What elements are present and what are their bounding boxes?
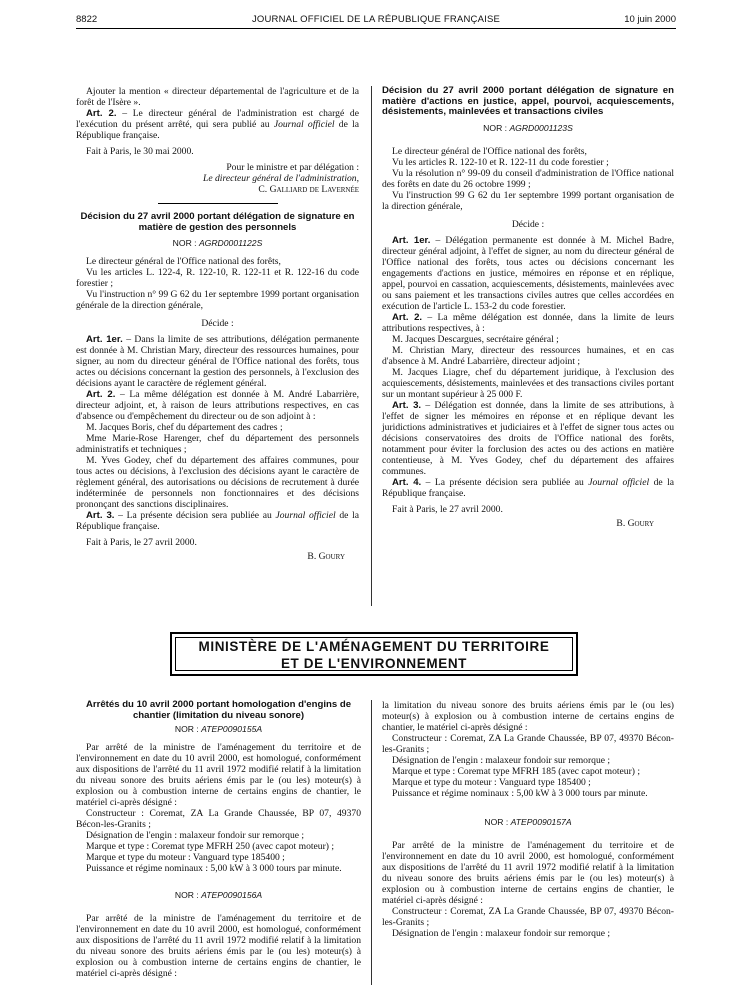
list-item: Marque et type : Coremat type MFRH 185 (avec capot moteur) ; — [392, 766, 641, 777]
article-3 — [382, 400, 674, 477]
nor-label: NOR : — [483, 122, 510, 133]
paragraph: Ajouter la mention « directeur départemental de l'agriculture et de la forêt de l'Isère ». — [76, 86, 359, 108]
decision-title: Décision du 27 avril 2000 portant délégation de signature en matière de gestion des personnels — [80, 211, 355, 233]
list-item: Désignation de l'engin : malaxeur fondoir sur remorque ; — [392, 755, 611, 766]
nor-code: AGRD0001123S — [509, 122, 573, 133]
paragraph: Vu les articles R. 122-10 et R. 122-11 du code forestier ; — [392, 156, 609, 168]
signer-role: Le directeur général de l'administration, — [203, 173, 359, 184]
article-label: Art. 4. — [392, 476, 422, 488]
article-label: Art. 2. — [86, 389, 116, 400]
article-text: de la République française. — [382, 476, 674, 499]
delegation-line: Pour le ministre et par délégation : — [226, 162, 359, 173]
article-label: Art. 3. — [392, 399, 422, 411]
column-divider — [371, 86, 372, 606]
paragraph: Par arrêté de la ministre de l'aménagement du territoire et de l'environnement en date du 10 avril 2000, est homologué, conformément aux dispositions de l'arrêté du 11 avril 1972 modifié relatif à la limitation du niveau sonore des bruits aériens émis par le (ou les) moteur(s) à explosion ou à combustion interne de certains engins de chantier, le matériel ci-après désigné : — [382, 840, 674, 906]
article-1 — [382, 235, 674, 312]
article-label: Art. 1er. — [86, 334, 123, 345]
article-text: – La présente décision sera publiée au — [114, 510, 276, 521]
page-number: 8822 — [76, 14, 98, 25]
separator — [158, 203, 278, 204]
article-2 — [76, 389, 359, 422]
article-3 — [76, 510, 359, 532]
signature-place-date: Fait à Paris, le 30 mai 2000. — [86, 146, 194, 157]
article-label: Art. 1er. — [392, 234, 431, 246]
article-text: de la République française. — [76, 510, 359, 532]
journal-ref: Journal officiel — [273, 119, 335, 130]
list-item: Constructeur : Coremat, ZA La Grande Chaussée, BP 07, 49370 Bécon-les-Granits ; — [76, 808, 361, 830]
article-4 — [382, 477, 674, 499]
signer-name: C. Galliard de Lavernée — [258, 184, 359, 195]
list-item: Désignation de l'engin : malaxeur fondoir sur remorque ; — [86, 830, 305, 841]
paragraph: Par arrêté de la ministre de l'aménagement du territoire et de l'environnement en date du 10 avril 2000, est homologué, conformément aux dispositions de l'arrêté du 11 avril 1972 modifié relatif à la limitation du niveau sonore des bruits aériens émis par le (ou les) moteur(s) à explosion ou à combustion interne de certains engins de chantier, le matériel ci-après désigné : — [76, 742, 361, 808]
article-text: – La présente décision sera publiée au — [421, 476, 589, 488]
signer-name: B. Goury — [307, 551, 345, 562]
nor-reference — [76, 890, 361, 901]
journal-ref: Journal officiel — [588, 476, 650, 488]
signature-place-date: Fait à Paris, le 27 avril 2000. — [392, 503, 503, 515]
decide-heading: Décide : — [201, 318, 234, 329]
list-item: Puissance et régime nominaux : 5,00 kW à 3 000 tours par minute. — [86, 863, 342, 874]
article-text: – Délégation permanente est donnée à M. Michel Badre, directeur général adjoint, à l'effet de signer, au nom du directeur général de l'Office national des forêts, tous actes ou décisions concernant les engagements d'actions en justice, mémoires en réponse et en réplique, appel, pourvoi en cassation, acquiescements, désistements, mainlevées avec ou sans paiement et les transactions civiles autres que celles accordées en exécution de l'article L. 153-2 du code forestier. — [382, 234, 674, 312]
article-label: Art. 2. — [392, 311, 423, 323]
nor-code: ATEP0090157A — [510, 817, 572, 827]
paragraph: Le directeur général de l'Office national des forêts, — [86, 256, 281, 267]
page-header — [76, 14, 676, 29]
list-item: Marque et type du moteur : Vanguard type 185400 ; — [392, 777, 591, 788]
article-text: – Le directeur général de l'administration est chargé de l'exécution du présent arrêté, qui sera publié au — [76, 108, 359, 130]
signer-name: B. Goury — [616, 517, 654, 529]
left-column — [76, 86, 359, 562]
nor-reference — [382, 123, 674, 134]
decide-heading: Décide : — [511, 218, 545, 230]
nor-label: NOR : — [484, 817, 511, 827]
list-item: Marque et type du moteur : Vanguard type 185400 ; — [86, 852, 285, 863]
paragraph: Vu la résolution n° 99-09 du conseil d'administration de l'Office national des forêts en date du 26 octobre 1999 ; — [382, 167, 674, 190]
paragraph-continued: la limitation du niveau sonore des bruits aériens émis par le (ou les) moteur(s) à explosion ou à combustion interne de certains engins de chantier, le matériel ci-après désigné : — [382, 700, 674, 733]
paragraph: Le directeur général de l'Office national des forêts, — [392, 145, 587, 157]
paragraph: Vu les articles L. 122-4, R. 122-10, R. 122-11 et R. 122-16 du code forestier ; — [76, 267, 359, 289]
article-text: – Délégation est donnée, dans la limite de ses attributions, à l'effet de signer les mémoires en réponse et en réplique devant les juridictions administratives et judiciaires et à l'effet de signer tous actes ou décisions conservatoires des droits de l'Office national des forêts, notamment pour éviter la forclusion des actes ou des actions en matière contentieuse, à M. Yves Godey, chef du département des affaires communes. — [382, 399, 674, 477]
issue-date: 10 juin 2000 — [624, 14, 676, 25]
ministry-line-1: MINISTÈRE DE L'AMÉNAGEMENT DU TERRITOIRE — [198, 639, 550, 654]
arretes-title: Arrêtés du 10 avril 2000 portant homologation d'engins de chantier (limitation du niveau sonore) — [85, 699, 352, 721]
nor-reference — [76, 724, 361, 735]
paragraph: Vu l'instruction n° 99 G 62 du 1er septembre 1999 portant organisation générale de la direction générale, — [76, 289, 359, 311]
nor-reference — [76, 238, 359, 249]
right-column — [382, 86, 674, 529]
ministry-line-2: ET DE L'ENVIRONNEMENT — [280, 656, 468, 671]
signature-place-date: Fait à Paris, le 27 avril 2000. — [86, 537, 197, 548]
article-text: de la République française. — [76, 119, 359, 141]
nor-code: ATEP0090155A — [201, 724, 263, 734]
column-divider — [371, 700, 372, 985]
article-label: Art. 3. — [86, 510, 115, 521]
paragraph: Par arrêté de la ministre de l'aménagement du territoire et de l'environnement en date du 10 avril 2000, est homologué, conformément aux dispositions de l'arrêté du 11 avril 1972 modifié relatif à la limitation du niveau sonore des bruits aériens émis par le (ou les) moteur(s) à explosion ou à combustion interne de certains engins de chantier, le matériel ci-après désigné : — [76, 913, 361, 979]
ministry-heading — [170, 632, 578, 676]
nor-label: NOR : — [172, 238, 199, 248]
list-item: Marque et type : Coremat type MFRH 250 (avec capot moteur) ; — [86, 841, 335, 852]
list-item: Constructeur : Coremat, ZA La Grande Chaussée, BP 07, 49370 Bécon-les-Granits ; — [382, 733, 674, 755]
nor-code: ATEP0090156A — [201, 890, 263, 900]
article-1 — [76, 334, 359, 389]
list-item: M. Yves Godey, chef du département des affaires communes, pour tous actes ou décisions, à l'exclusion des décisions ayant le caractère de règlement général, des autorisations ou décisions de recrutement à durée indéterminée de personnels non fonctionnaires et des décisions prononçant des sanctions disciplinaires. — [76, 455, 359, 510]
list-item: Puissance et régime nominaux : 5,00 kW à 3 000 tours par minute. — [392, 788, 648, 799]
list-item: M. Jacques Liagre, chef du département juridique, à l'exclusion des acquiescements, désistements, mainlevées et des transactions civiles portant sur un montant supérieur à 25 000 F. — [382, 366, 674, 400]
list-item: Mme Marie-Rose Harenger, chef du département des personnels administratifs et techniques ; — [76, 433, 359, 455]
decision-title: Décision du 27 avril 2000 portant délégation de signature en matière d'actions en justice, appel, pourvoi, acquiescements, désistements, mainlevées et transactions civiles — [382, 85, 674, 117]
article-2 — [382, 312, 674, 334]
list-item: Constructeur : Coremat, ZA La Grande Chaussée, BP 07, 49370 Bécon-les-Granits ; — [382, 906, 674, 928]
list-item: Désignation de l'engin : malaxeur fondoir sur remorque ; — [392, 928, 611, 939]
list-item: M. Christian Mary, directeur des ressources humaines, et en cas d'absence à M. André Labarrière, directeur adjoint ; — [382, 344, 674, 367]
nor-reference — [382, 817, 674, 828]
article-text: – La même délégation est donnée, dans la limite de leurs attributions respectives, à : — [382, 311, 674, 334]
paragraph: Vu l'instruction 99 G 62 du 1er septembre 1999 portant organisation de la direction générale, — [382, 189, 674, 212]
list-item: M. Jacques Boris, chef du département des cadres ; — [86, 422, 283, 433]
article-text: – La même délégation est donnée à M. André Labarrière, directeur adjoint, et, à raison de leurs attributions respectives, en cas d'absence ou d'empêchement du directeur ou de son adjoint à : — [76, 389, 359, 422]
list-item: M. Jacques Descargues, secrétaire général ; — [392, 333, 559, 345]
article-2 — [76, 108, 359, 141]
bottom-right-column — [382, 700, 674, 939]
nor-code: AGRD0001122S — [198, 238, 263, 248]
journal-ref: Journal officiel — [275, 510, 336, 521]
bottom-left-column — [76, 700, 361, 979]
nor-label: NOR : — [174, 890, 202, 900]
article-label: Art. 2. — [86, 108, 117, 119]
nor-label: NOR : — [174, 724, 202, 734]
article-text: – Dans la limite de ses attributions, délégation permanente est donnée à M. Christian Mary, directeur des ressources humaines, pour signer, au nom du directeur général de l'Office national des forêts, tous actes ou décisions concernant la gestion des personnels, à l'exclusion des décisions ayant le caractère de réglement général. — [76, 334, 359, 389]
journal-title: JOURNAL OFFICIEL DE LA RÉPUBLIQUE FRANÇAISE — [251, 14, 501, 25]
